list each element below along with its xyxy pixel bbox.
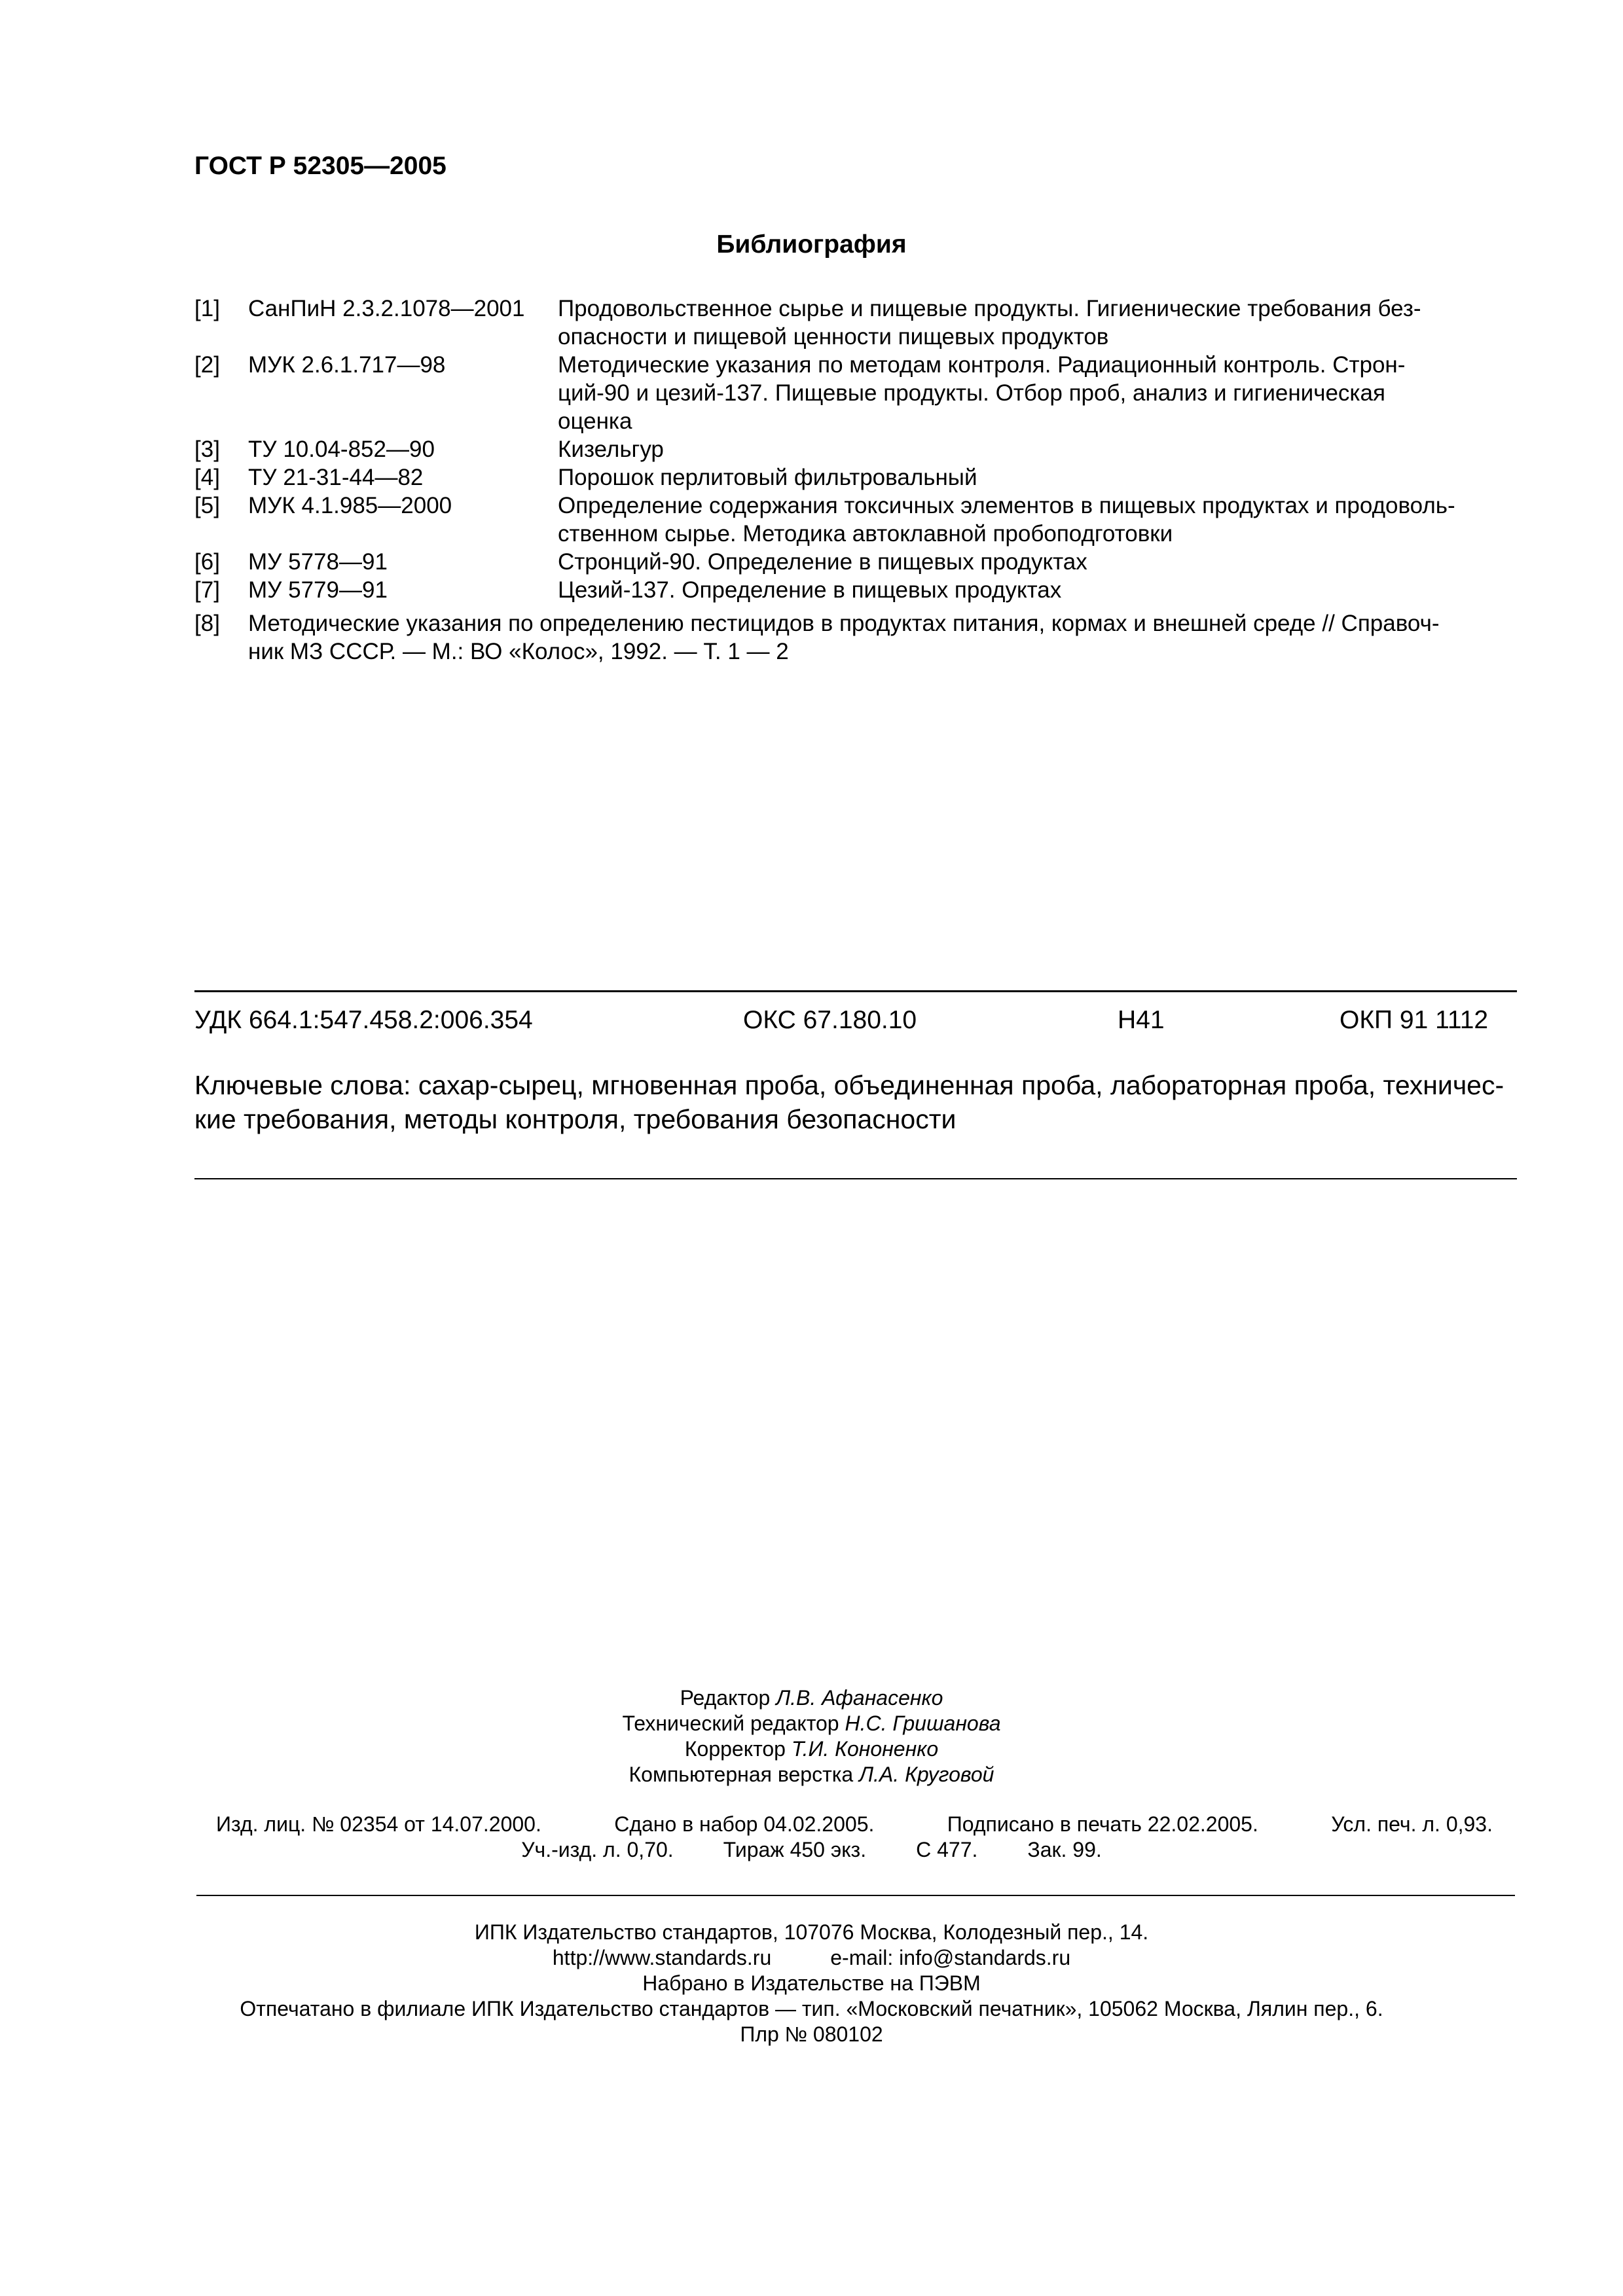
classification-top-rule [194, 990, 1517, 992]
bib-entry-title: Продовольственное сырье и пищевые продукты. Гигиенические требования без- опасности и пищевой ценности пищевых продуктов [558, 296, 1421, 350]
group-code: Н41 [1118, 1006, 1165, 1034]
publisher-contacts [0, 1945, 1623, 1971]
plr-number: Плр № 080102 [740, 2022, 883, 2046]
bib-entry-title: Определение содержания токсичных элементов в пищевых продуктах и продоволь- ственном сырье. Методика автоклавной пробоподготовки [558, 493, 1455, 547]
credit-tech-editor: Технический редактор Н.С. Гришанова [622, 1712, 1001, 1735]
bib-entry-8 [194, 609, 1517, 666]
bib-entry-title: Цезий-137. Определение в пищевых продуктах [558, 577, 1062, 603]
classification-codes [194, 1006, 1517, 1035]
bib-entry-6 [194, 548, 1517, 576]
bib-entry-title: Кизельгур [558, 437, 664, 462]
imprint [0, 1920, 1623, 2047]
keywords-bottom-rule [194, 1178, 1517, 1179]
udk-code: УДК 664.1:547.458.2:006.354 [194, 1006, 533, 1034]
bib-entry-1 [194, 295, 1517, 351]
bib-entry-number: [8] [194, 611, 220, 636]
okp-code: ОКП 91 1112 [1340, 1006, 1489, 1034]
credits [0, 1685, 1623, 1787]
printed-note: Отпечатано в филиале ИПК Издательство стандартов — тип. «Московский печатник», 105062 Москва, Лялин пер., 6. [240, 1997, 1383, 2020]
typeset-note: Набрано в Издательстве на ПЭВМ [642, 1971, 981, 1995]
standard-code: ГОСТ Р 52305—2005 [194, 152, 447, 180]
publication-info-line-2: Уч.-изд. л. 0,70. Тираж 450 экз. С 477. Зак. 99. [521, 1838, 1102, 1861]
credit-layout: Компьютерная верстка Л.А. Круговой [629, 1763, 994, 1786]
bib-entry-reference: МУК 4.1.985—2000 [248, 493, 452, 518]
bib-entry-reference: СанПиН 2.3.2.1078—2001 [248, 296, 525, 321]
bib-entry-number: [4] [194, 465, 220, 490]
bib-entry-3 [194, 435, 1517, 463]
publication-info-line-1: Изд. лиц. № 02354 от 14.07.2000. Сдано в набор 04.02.2005. Подписано в печать 22.02.2005. Усл. печ. л. 0,93. [216, 1812, 1493, 1836]
keywords: Ключевые слова: сахар-сырец, мгновенная проба, объединенная проба, лабораторная проба, техничес- кие требования, методы контроля, требования безопасности [194, 1070, 1504, 1134]
bib-entry-reference: МУ 5778—91 [248, 549, 388, 575]
credit-editor: Редактор Л.В. Афанасенко [680, 1686, 943, 1710]
imprint-top-rule [196, 1895, 1515, 1896]
bibliography-title: Библиография [716, 230, 907, 259]
credit-corrector: Корректор Т.И. Кононенко [684, 1737, 939, 1761]
bib-entry-reference: ТУ 21-31-44—82 [248, 465, 424, 490]
bib-entry-text: Методические указания по определению пестицидов в продуктах питания, кормах и внешней среде // Справоч- ник МЗ СССР. — М.: ВО «Колос», 1992. — Т. 1 — 2 [248, 611, 1440, 664]
bib-entry-title: Порошок перлитовый фильтровальный [558, 465, 977, 490]
bib-entry-title: Стронций-90. Определение в пищевых продуктах [558, 549, 1087, 575]
bib-entry-number: [5] [194, 493, 220, 518]
bib-entry-5 [194, 492, 1517, 548]
bib-entry-number: [1] [194, 296, 220, 321]
bib-entry-number: [7] [194, 577, 220, 603]
bib-entry-2 [194, 351, 1517, 435]
bib-entry-4 [194, 463, 1517, 492]
bib-entry-7 [194, 576, 1517, 604]
bib-entry-number: [3] [194, 437, 220, 462]
website-link[interactable]: http://www.standards.ru [552, 1946, 772, 1969]
publisher-address: ИПК Издательство стандартов, 107076 Москва, Колодезный пер., 14. [474, 1920, 1149, 1944]
bib-entry-reference: МУК 2.6.1.717—98 [248, 352, 446, 378]
bib-entry-number: [6] [194, 549, 220, 575]
bibliography-list [194, 295, 1517, 666]
bib-entry-title: Методические указания по методам контроля. Радиационный контроль. Строн- ций-90 и цезий-137. Пищевые продукты. Отбор проб, анализ и гигиеническая оценка [558, 352, 1406, 434]
email-link[interactable]: e-mail: info@standards.ru [830, 1946, 1071, 1969]
oks-code: ОКС 67.180.10 [743, 1006, 917, 1034]
bib-entry-reference: МУ 5779—91 [248, 577, 388, 603]
bib-entry-reference: ТУ 10.04-852—90 [248, 437, 435, 462]
bib-entry-number: [2] [194, 352, 220, 378]
